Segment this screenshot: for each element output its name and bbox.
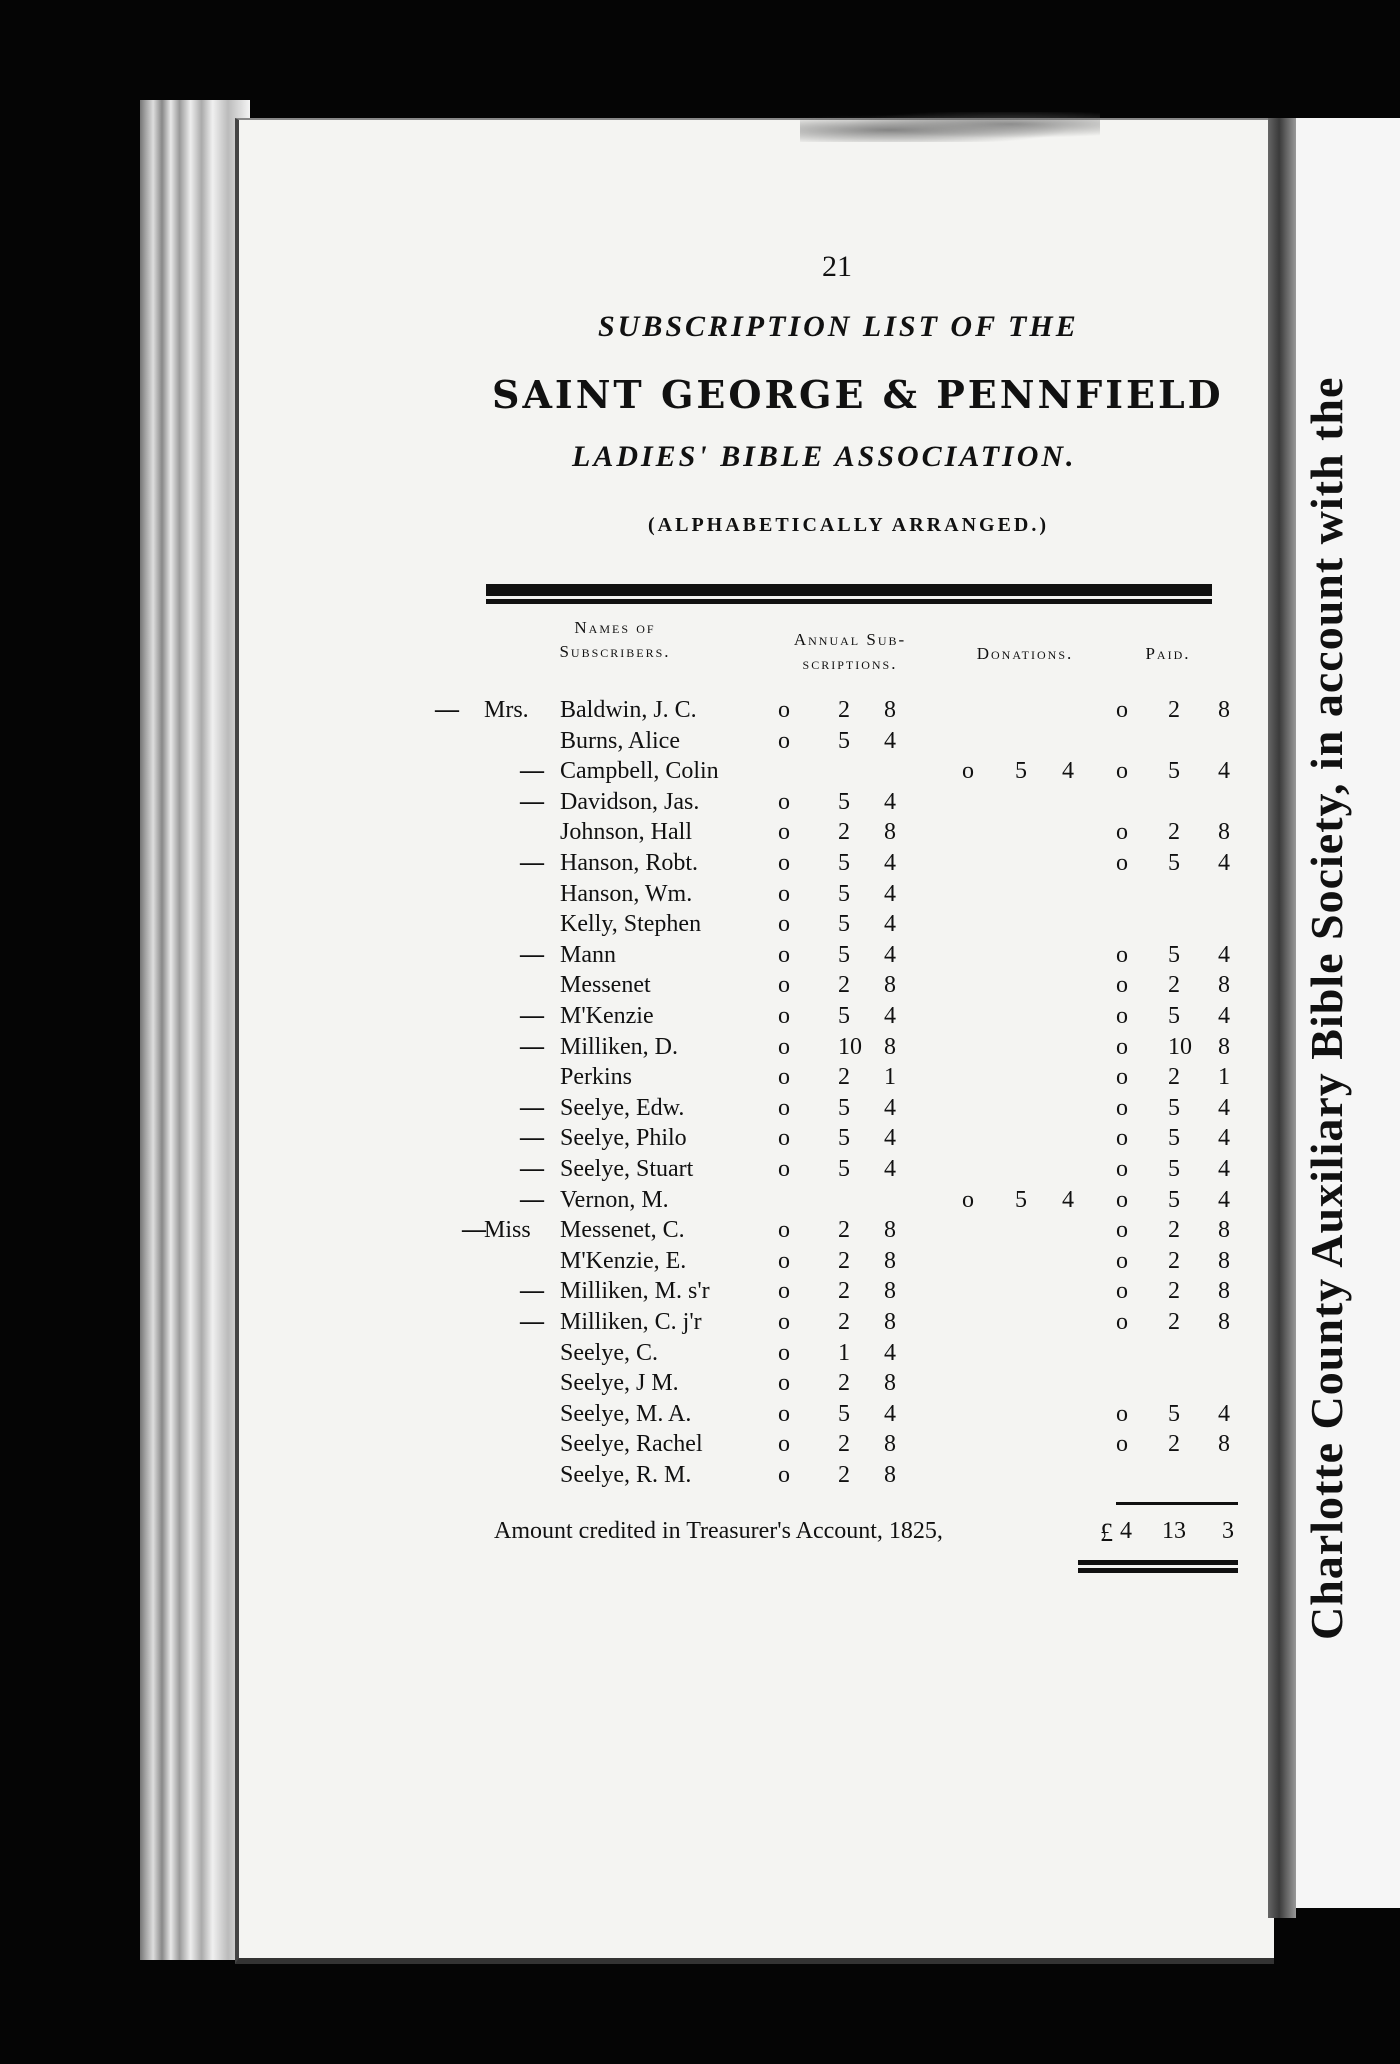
annual-shillings: 5 <box>838 727 850 754</box>
paid-shillings: 10 <box>1168 1033 1192 1060</box>
total-rule-bottom <box>1078 1560 1238 1565</box>
paid-pounds: o <box>1116 1064 1128 1091</box>
annual-shillings: 10 <box>838 1033 862 1060</box>
annual-shillings: 2 <box>838 1462 850 1488</box>
header-rule <box>486 584 1212 599</box>
title-line-4: (ALPHABETICALLY ARRANGED.) <box>648 514 1050 536</box>
column-header-paid: Paid. <box>1145 644 1191 663</box>
paid-pounds: o <box>1116 819 1128 846</box>
table-row <box>0 881 1270 911</box>
paid-shillings: 2 <box>1168 697 1180 723</box>
paid-pounds: o <box>1116 1247 1128 1274</box>
row-dash-mark: — <box>520 1309 544 1335</box>
table-row <box>0 1125 1270 1155</box>
annual-pence: 4 <box>884 1125 896 1152</box>
paid-pence: 4 <box>1218 1003 1230 1029</box>
paid-shillings: 5 <box>1168 1094 1180 1121</box>
annual-pence: 4 <box>884 880 896 907</box>
annual-pence: 8 <box>884 1217 896 1244</box>
table-row <box>0 1064 1270 1094</box>
paid-pence: 8 <box>1218 1431 1230 1458</box>
annual-pounds: o <box>778 1339 790 1366</box>
paid-pounds: o <box>1116 1156 1128 1182</box>
subscriber-name: Burns, Alice <box>560 727 680 754</box>
annual-pence: 8 <box>884 1370 896 1397</box>
table-row <box>0 1401 1270 1431</box>
annual-shillings: 1 <box>838 1339 850 1366</box>
annual-pence: 8 <box>884 1247 896 1274</box>
page-number: 21 <box>822 250 852 283</box>
subscriber-name: Johnson, Hall <box>560 819 692 846</box>
paid-pence: 8 <box>1218 1247 1230 1274</box>
subscriber-name: Seelye, Rachel <box>560 1431 703 1458</box>
annual-pence: 4 <box>884 1003 896 1029</box>
annual-pounds: o <box>778 727 790 754</box>
annual-shillings: 5 <box>838 1003 850 1029</box>
paid-shillings: 5 <box>1168 1125 1180 1152</box>
subscriber-name: Messenet, C. <box>560 1217 685 1244</box>
table-row <box>0 972 1270 1002</box>
title-line-3: LADIES' BIBLE ASSOCIATION. <box>572 440 1077 473</box>
annual-shillings: 2 <box>838 1064 850 1091</box>
row-title: Miss <box>484 1217 531 1244</box>
paid-shillings: 5 <box>1168 758 1180 785</box>
annual-shillings: 5 <box>838 1156 850 1182</box>
annual-shillings: 5 <box>838 788 850 815</box>
subscriber-name: Seelye, M. A. <box>560 1400 692 1427</box>
paid-shillings: 2 <box>1168 1278 1180 1305</box>
paid-shillings: 2 <box>1168 1064 1180 1091</box>
row-dash-mark: — <box>520 941 544 968</box>
subscriber-name: Seelye, J M. <box>560 1370 679 1397</box>
annual-pence: 4 <box>884 911 896 938</box>
paid-pence: 8 <box>1218 1033 1230 1060</box>
subscriber-name: Davidson, Jas. <box>560 788 700 815</box>
column-header-annual: Annual Sub- scriptions. <box>793 630 907 673</box>
table-row <box>0 728 1270 758</box>
annual-shillings: 5 <box>838 1400 850 1427</box>
row-dash-mark: — <box>520 850 544 876</box>
annual-pounds: o <box>778 1125 790 1152</box>
annual-pounds: o <box>778 941 790 968</box>
annual-pence: 8 <box>884 1033 896 1060</box>
table-row <box>0 1248 1270 1278</box>
table-row <box>0 1431 1270 1461</box>
table-row <box>0 942 1270 972</box>
paid-shillings: 2 <box>1168 819 1180 846</box>
paid-pounds: o <box>1116 1125 1128 1152</box>
annual-pence: 8 <box>884 1309 896 1335</box>
paid-pounds: o <box>1116 1033 1128 1060</box>
annual-pence: 4 <box>884 1400 896 1427</box>
donation-pounds: o <box>962 1186 974 1213</box>
table-row <box>0 1187 1270 1217</box>
annual-shillings: 5 <box>838 941 850 968</box>
paid-pounds: o <box>1116 972 1128 999</box>
annual-pounds: o <box>778 850 790 876</box>
row-dash-mark: — <box>520 1186 544 1213</box>
annual-pounds: o <box>778 819 790 846</box>
paid-pounds: o <box>1116 1186 1128 1213</box>
subscriber-name: Perkins <box>560 1064 632 1091</box>
annual-pounds: o <box>778 1003 790 1029</box>
table-row <box>0 758 1270 788</box>
paid-pounds: o <box>1116 850 1128 876</box>
paid-shillings: 5 <box>1168 1156 1180 1182</box>
paid-pounds: o <box>1116 1431 1128 1458</box>
subscriber-name: Seelye, Philo <box>560 1125 687 1152</box>
annual-pence: 8 <box>884 697 896 723</box>
annual-pounds: o <box>778 1064 790 1091</box>
table-row <box>0 819 1270 849</box>
annual-shillings: 2 <box>838 819 850 846</box>
paid-pounds: o <box>1116 697 1128 723</box>
paid-pence: 8 <box>1218 697 1230 723</box>
annual-pence: 8 <box>884 1462 896 1488</box>
subscriber-name: Milliken, D. <box>560 1033 678 1060</box>
annual-pence: 1 <box>884 1064 896 1091</box>
total-pence: 3 <box>1222 1518 1234 1544</box>
paid-shillings: 5 <box>1168 1400 1180 1427</box>
table-row <box>0 789 1270 819</box>
table-row <box>0 1278 1270 1308</box>
paid-pounds: o <box>1116 1400 1128 1427</box>
annual-shillings: 2 <box>838 1370 850 1397</box>
annual-pence: 4 <box>884 788 896 815</box>
donation-shillings: 5 <box>1015 758 1027 785</box>
table-row <box>0 1462 1270 1492</box>
annual-shillings: 2 <box>838 972 850 999</box>
subscriber-name: Messenet <box>560 972 651 999</box>
table-row <box>0 1156 1270 1186</box>
annual-pounds: o <box>778 1431 790 1458</box>
annual-shillings: 2 <box>838 1217 850 1244</box>
subscriber-name: Seelye, R. M. <box>560 1462 692 1488</box>
annual-shillings: 5 <box>838 1094 850 1121</box>
row-dash-mark: — <box>462 1217 486 1244</box>
annual-shillings: 5 <box>838 1125 850 1152</box>
subscriber-name: Vernon, M. <box>560 1186 669 1213</box>
paid-shillings: 2 <box>1168 972 1180 999</box>
paid-pence: 4 <box>1218 1400 1230 1427</box>
row-title: Mrs. <box>484 697 529 723</box>
annual-pounds: o <box>778 788 790 815</box>
table-row <box>0 1217 1270 1247</box>
table-row <box>0 1309 1270 1339</box>
annual-pounds: o <box>778 1400 790 1427</box>
total-pounds: 4 <box>1120 1518 1132 1544</box>
total-label: Amount credited in Treasurer's Account, 1825, <box>494 1518 943 1544</box>
total-rule-top <box>1116 1502 1238 1505</box>
annual-shillings: 2 <box>838 697 850 723</box>
annual-pounds: o <box>778 1462 790 1488</box>
paid-pence: 4 <box>1218 758 1230 785</box>
donation-pence: 4 <box>1062 758 1074 785</box>
annual-shillings: 5 <box>838 911 850 938</box>
total-shillings: 13 <box>1162 1518 1186 1544</box>
annual-shillings: 5 <box>838 850 850 876</box>
annual-pence: 4 <box>884 727 896 754</box>
annual-pence: 8 <box>884 1431 896 1458</box>
annual-pence: 8 <box>884 819 896 846</box>
annual-pence: 4 <box>884 1094 896 1121</box>
donation-shillings: 5 <box>1015 1186 1027 1213</box>
row-dash-mark: — <box>520 1094 544 1121</box>
subscriber-name: Hanson, Wm. <box>560 880 693 907</box>
annual-pounds: o <box>778 1033 790 1060</box>
row-dash-mark: — <box>520 1156 544 1182</box>
paid-pence: 1 <box>1218 1064 1230 1091</box>
paid-pence: 8 <box>1218 819 1230 846</box>
donation-pence: 4 <box>1062 1186 1074 1213</box>
annual-pounds: o <box>778 1217 790 1244</box>
annual-pence: 4 <box>884 941 896 968</box>
subscriber-name: Baldwin, J. C. <box>560 697 697 723</box>
subscriber-name: M'Kenzie <box>560 1003 654 1029</box>
annual-pounds: o <box>778 1309 790 1335</box>
row-dash-mark: — <box>520 1033 544 1060</box>
table-row <box>0 1034 1270 1064</box>
annual-shillings: 2 <box>838 1431 850 1458</box>
annual-pence: 8 <box>884 972 896 999</box>
subscriber-name: Campbell, Colin <box>560 758 719 785</box>
paid-shillings: 2 <box>1168 1217 1180 1244</box>
subscriber-name: Hanson, Robt. <box>560 850 698 876</box>
subscriber-name: Seelye, C. <box>560 1339 658 1366</box>
paid-shillings: 2 <box>1168 1247 1180 1274</box>
torn-page-edge <box>800 112 1100 142</box>
paid-shillings: 5 <box>1168 1003 1180 1029</box>
paid-pence: 4 <box>1218 941 1230 968</box>
annual-pence: 8 <box>884 1278 896 1305</box>
annual-pence: 4 <box>884 850 896 876</box>
annual-shillings: 2 <box>838 1247 850 1274</box>
annual-shillings: 2 <box>838 1278 850 1305</box>
annual-pounds: o <box>778 1094 790 1121</box>
paid-pounds: o <box>1116 1217 1128 1244</box>
paid-pence: 8 <box>1218 972 1230 999</box>
total-currency: £ <box>1100 1518 1113 1547</box>
paid-pounds: o <box>1116 1278 1128 1305</box>
row-dash-mark: — <box>520 1278 544 1305</box>
annual-pounds: o <box>778 1247 790 1274</box>
table-row <box>0 911 1270 941</box>
row-dash-mark: — <box>520 1003 544 1029</box>
subscriber-name: Milliken, C. j'r <box>560 1309 702 1335</box>
paid-shillings: 5 <box>1168 1186 1180 1213</box>
paid-pence: 8 <box>1218 1309 1230 1335</box>
subscriber-name: M'Kenzie, E. <box>560 1247 687 1274</box>
table-row <box>0 850 1270 880</box>
row-dash-mark: — <box>520 758 544 785</box>
subscriber-name: Seelye, Edw. <box>560 1094 685 1121</box>
book-gutter <box>1268 118 1296 1918</box>
annual-shillings: 5 <box>838 880 850 907</box>
paid-shillings: 5 <box>1168 850 1180 876</box>
annual-pence: 4 <box>884 1156 896 1182</box>
paid-pounds: o <box>1116 941 1128 968</box>
table-row <box>0 1095 1270 1125</box>
facing-page-heading-text: Charlotte County Auxiliary Bible Society, in account with the <box>1301 376 1352 1640</box>
annual-pounds: o <box>778 972 790 999</box>
paid-pounds: o <box>1116 1003 1128 1029</box>
paid-pence: 4 <box>1218 1156 1230 1182</box>
table-row <box>0 1003 1270 1033</box>
table-row <box>0 1370 1270 1400</box>
column-header-names: Names of Subscribers. <box>559 618 671 661</box>
annual-shillings: 2 <box>838 1309 850 1335</box>
annual-pounds: o <box>778 880 790 907</box>
paid-pounds: o <box>1116 758 1128 785</box>
paid-pence: 4 <box>1218 1186 1230 1213</box>
annual-pounds: o <box>778 697 790 723</box>
donation-pounds: o <box>962 758 974 785</box>
row-dash-mark: — <box>520 1125 544 1152</box>
table-row <box>0 697 1270 727</box>
row-dash-mark: — <box>435 697 459 723</box>
paid-shillings: 2 <box>1168 1431 1180 1458</box>
paid-pence: 8 <box>1218 1278 1230 1305</box>
annual-pounds: o <box>778 1156 790 1182</box>
annual-pounds: o <box>778 1370 790 1397</box>
row-dash-mark: — <box>520 788 544 815</box>
paid-pounds: o <box>1116 1094 1128 1121</box>
table-row <box>0 1340 1270 1370</box>
paid-pence: 8 <box>1218 1217 1230 1244</box>
column-header-donations: Donations. <box>976 644 1074 663</box>
title-line-1: SUBSCRIPTION LIST OF THE <box>598 310 1079 343</box>
paid-pence: 4 <box>1218 1125 1230 1152</box>
subscriber-name: Mann <box>560 941 616 968</box>
annual-pence: 4 <box>884 1339 896 1366</box>
paid-pounds: o <box>1116 1309 1128 1335</box>
annual-pounds: o <box>778 1278 790 1305</box>
title-line-2: SAINT GEORGE & PENNFIELD <box>492 372 1224 417</box>
paid-pence: 4 <box>1218 850 1230 876</box>
paid-shillings: 5 <box>1168 941 1180 968</box>
subscriber-name: Seelye, Stuart <box>560 1156 694 1182</box>
subscriber-name: Kelly, Stephen <box>560 911 702 938</box>
paid-pence: 4 <box>1218 1094 1230 1121</box>
facing-page-rotated-heading <box>1300 180 1353 1640</box>
subscriber-name: Milliken, M. s'r <box>560 1278 710 1305</box>
annual-pounds: o <box>778 911 790 938</box>
paid-shillings: 2 <box>1168 1309 1180 1335</box>
